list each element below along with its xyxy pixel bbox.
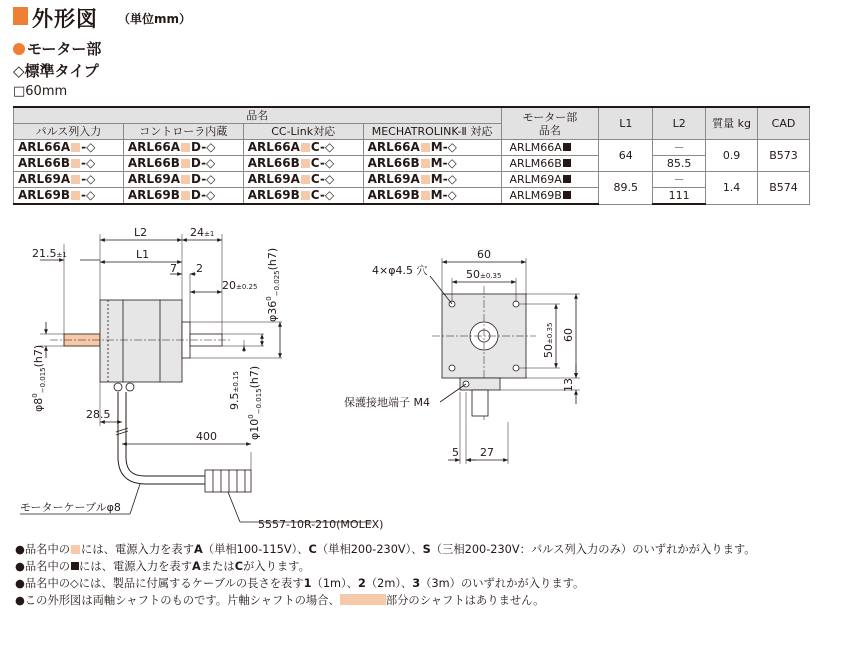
note-3: ●品名中の◇には、製品に付属するケーブルの長さを表す1（1m）、2（2m）、3（3m）のいずれかが入ります。	[15, 577, 585, 590]
title-marker	[13, 7, 28, 25]
model-pulse: ARL66B -◇	[14, 156, 124, 172]
motor-name: ARLM69B	[501, 188, 599, 205]
l1-value: 89.5	[599, 172, 653, 205]
dim-400: 400	[196, 430, 217, 443]
dim-20: 20±0.25	[222, 279, 258, 292]
dim-l2: L2	[134, 226, 148, 239]
dimension-drawing	[0, 222, 850, 540]
dim-28-5: 28.5	[86, 408, 111, 421]
model-mechatrolink: ARL66A M-◇	[363, 140, 501, 156]
model-pulse: ARL69A -◇	[14, 172, 124, 188]
motor-name: ARLM66B	[501, 156, 599, 172]
spec-table	[13, 106, 810, 205]
frame-size: □60mm	[13, 84, 68, 99]
model-controller: ARL69A D-◇	[123, 172, 243, 188]
header-motor-name: モーター部 品名	[501, 107, 599, 140]
model-cclink: ARL66A C-◇	[243, 140, 363, 156]
ground-terminal-label: 保護接地端子 M4	[344, 396, 430, 409]
model-controller: ARL66B D-◇	[123, 156, 243, 172]
front-dim-v60: 60	[562, 328, 575, 342]
front-dim-27: 27	[480, 446, 494, 459]
model-mechatrolink: ARL69B M-◇	[363, 188, 501, 205]
front-dim-60: 60	[477, 248, 491, 261]
dim-2: 2	[196, 262, 203, 275]
dim-phi10: $\varphi 10^0_{-0.015}(h7)$	[247, 365, 263, 440]
subsection-title: ◇標準タイプ	[13, 62, 99, 80]
mounting-holes-label: 4×φ4.5 穴	[372, 264, 428, 277]
model-controller: ARL69B D-◇	[123, 188, 243, 205]
mass-value: 1.4	[706, 172, 758, 205]
front-dim-13: 13	[562, 378, 575, 392]
model-cclink: ARL66B C-◇	[243, 156, 363, 172]
dim-phi8: $\varphi 8^0_{-0.015}(h7)$	[31, 344, 47, 412]
l2-value: 85.5	[653, 156, 706, 172]
header-mechatrolink: MECHATROLINK-Ⅱ 対応	[363, 124, 501, 140]
header-l1: L1	[599, 107, 653, 140]
header-pulse: パルス列入力	[14, 124, 124, 140]
cad-value: B574	[758, 172, 810, 205]
header-cclink: CC-Link対応	[243, 124, 363, 140]
motor-name: ARLM69A	[501, 172, 599, 188]
table-row	[14, 140, 810, 156]
section-title	[13, 38, 101, 59]
table-row	[14, 188, 810, 205]
shaft-swatch	[340, 594, 386, 605]
table-row	[14, 172, 810, 188]
section-label: モーター部	[27, 40, 102, 58]
cad-value: B573	[758, 140, 810, 172]
page-title: 外形図	[32, 7, 98, 31]
mass-value: 0.9	[706, 140, 758, 172]
note-1: ●品名中の には、電源入力を表すA（単相100-115V）、C（単相200-230V）、S（三相200-230V：パルス列入力のみ）のいずれかが入ります。	[15, 543, 756, 556]
dim-7: 7	[170, 262, 177, 275]
model-mechatrolink: ARL69A M-◇	[363, 172, 501, 188]
footnotes	[15, 541, 756, 609]
model-cclink: ARL69A C-◇	[243, 172, 363, 188]
motor-name: ARLM66A	[501, 140, 599, 156]
front-dim-v50: 50±0.35	[542, 322, 555, 358]
dim-l1: L1	[136, 248, 150, 261]
model-pulse: ARL69B -◇	[14, 188, 124, 205]
orange-dot-icon	[13, 43, 25, 55]
header-controller: コントローラ内蔵	[123, 124, 243, 140]
note-4: ●この外形図は両軸シャフトのものです。片軸シャフトの場合、 部分のシャフトはありません。	[15, 594, 545, 607]
table-row	[14, 156, 810, 172]
model-controller: ARL66A D-◇	[123, 140, 243, 156]
header-l2: L2	[653, 107, 706, 140]
front-dim-50: 50±0.35	[466, 268, 502, 281]
dim-9-5: 9.5±0.15	[228, 371, 241, 410]
model-mechatrolink: ARL66B M-◇	[363, 156, 501, 172]
header-mass: 質量 kg	[706, 107, 758, 140]
dim-21-5: 21.5±1	[32, 247, 67, 260]
l2-value: －	[653, 172, 706, 188]
motor-body	[100, 300, 182, 382]
title-unit: （単位mm）	[118, 12, 192, 26]
front-dim-5: 5	[452, 446, 459, 459]
l1-value: 64	[599, 140, 653, 172]
model-cclink: ARL69B C-◇	[243, 188, 363, 205]
motor-cable-label: モーターケーブルφ8	[20, 501, 121, 514]
dim-phi36: $\varphi 36^0_{-0.025}(h7)$	[265, 247, 281, 322]
l2-value: 111	[653, 188, 706, 205]
dim-24: 24±1	[190, 226, 215, 239]
header-product-name: 品名	[14, 107, 502, 124]
header-cad: CAD	[758, 107, 810, 140]
l2-value: －	[653, 140, 706, 156]
note-2: ●品名中の には、電源入力を表すAまたはCが入ります。	[15, 560, 310, 573]
model-pulse: ARL66A -◇	[14, 140, 124, 156]
connector-label: 5557-10R-210(MOLEX)	[258, 518, 384, 531]
